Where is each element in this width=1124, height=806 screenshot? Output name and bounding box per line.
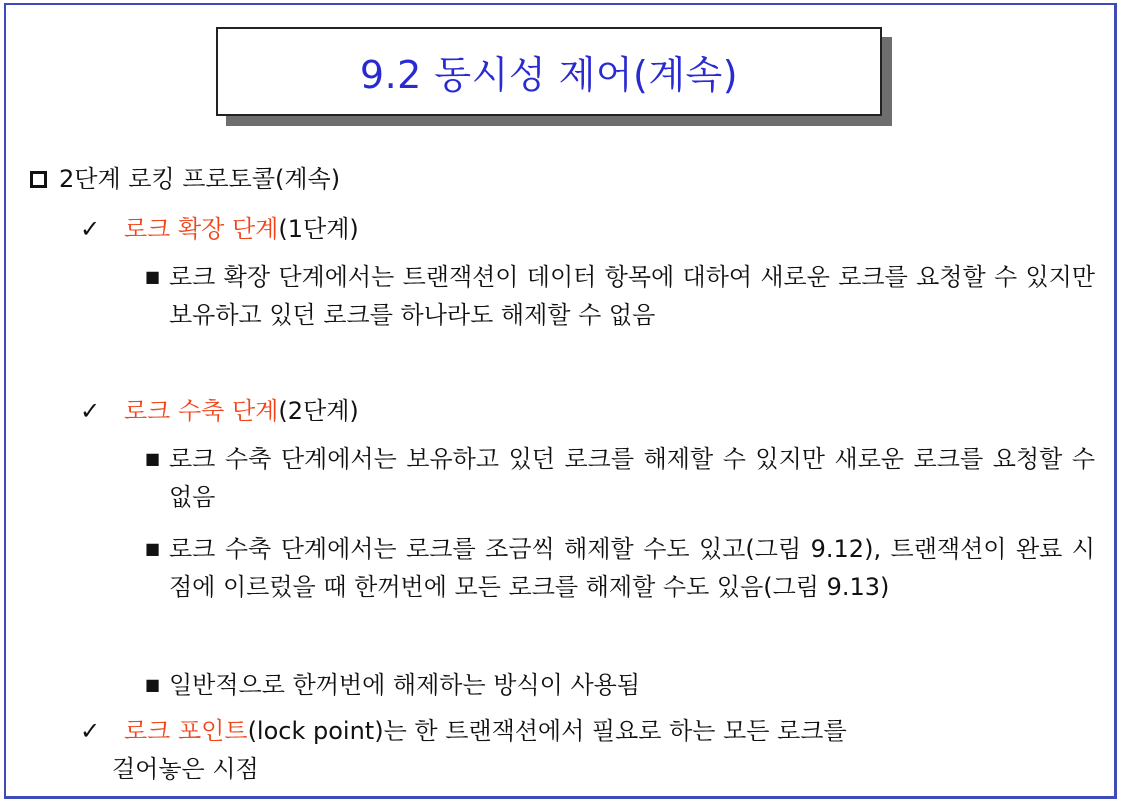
section-expansion [80,210,359,248]
bullet-item [145,258,1095,334]
slide-title: 9.2 동시성 제어(계속) [359,53,739,97]
heading-text: 2단계 로킹 프로토콜(계속) [59,165,341,193]
section-label-rest: (1단계) [278,215,359,243]
heading-row [30,160,340,198]
lock-point-line1: (lock point)는 한 트랜잭션에서 필요로 하는 모든 로크를 [247,717,847,745]
bullet-item [145,530,1095,606]
checkbox-bullet-icon [30,171,47,188]
section-label-red: 로크 확장 단계 [124,215,279,243]
square-bullet-icon: ■ [145,675,161,694]
square-bullet-icon: ■ [145,539,161,558]
bullet-text: 로크 확장 단계에서는 트랜잭션이 데이터 항목에 대하여 새로운 로크를 요청할 수 있지만 보유하고 있던 로크를 하나라도 해제할 수 없음 [169,263,1095,329]
lock-point-line2-row [112,750,259,788]
bullet-text: 로크 수축 단계에서는 보유하고 있던 로크를 해제할 수 있지만 새로운 로크를 요청할 수 없음 [169,445,1095,511]
checkmark-icon: ✓ [80,717,101,745]
square-bullet-icon: ■ [145,267,161,286]
bullet-text: 일반적으로 한꺼번에 해제하는 방식이 사용됨 [169,671,641,699]
checkmark-icon: ✓ [80,215,101,243]
section-label-red: 로크 수축 단계 [124,397,279,425]
bullet-item [145,666,1095,704]
section-lock-point [80,712,847,750]
section-contraction [80,392,359,430]
bullet-item [145,440,1095,516]
section-label-rest: (2단계) [278,397,359,425]
checkmark-icon: ✓ [80,397,101,425]
lock-point-line2: 걸어놓은 시점 [112,755,259,783]
bullet-text: 로크 수축 단계에서는 로크를 조금씩 해제할 수도 있고(그림 9.12), 트랜잭션이 완료 시점에 이르렀을 때 한꺼번에 모든 로크를 해제할 수도 있음(그림 9.13) [169,535,1095,601]
lock-point-label-red: 로크 포인트 [124,717,248,745]
square-bullet-icon: ■ [145,449,161,468]
